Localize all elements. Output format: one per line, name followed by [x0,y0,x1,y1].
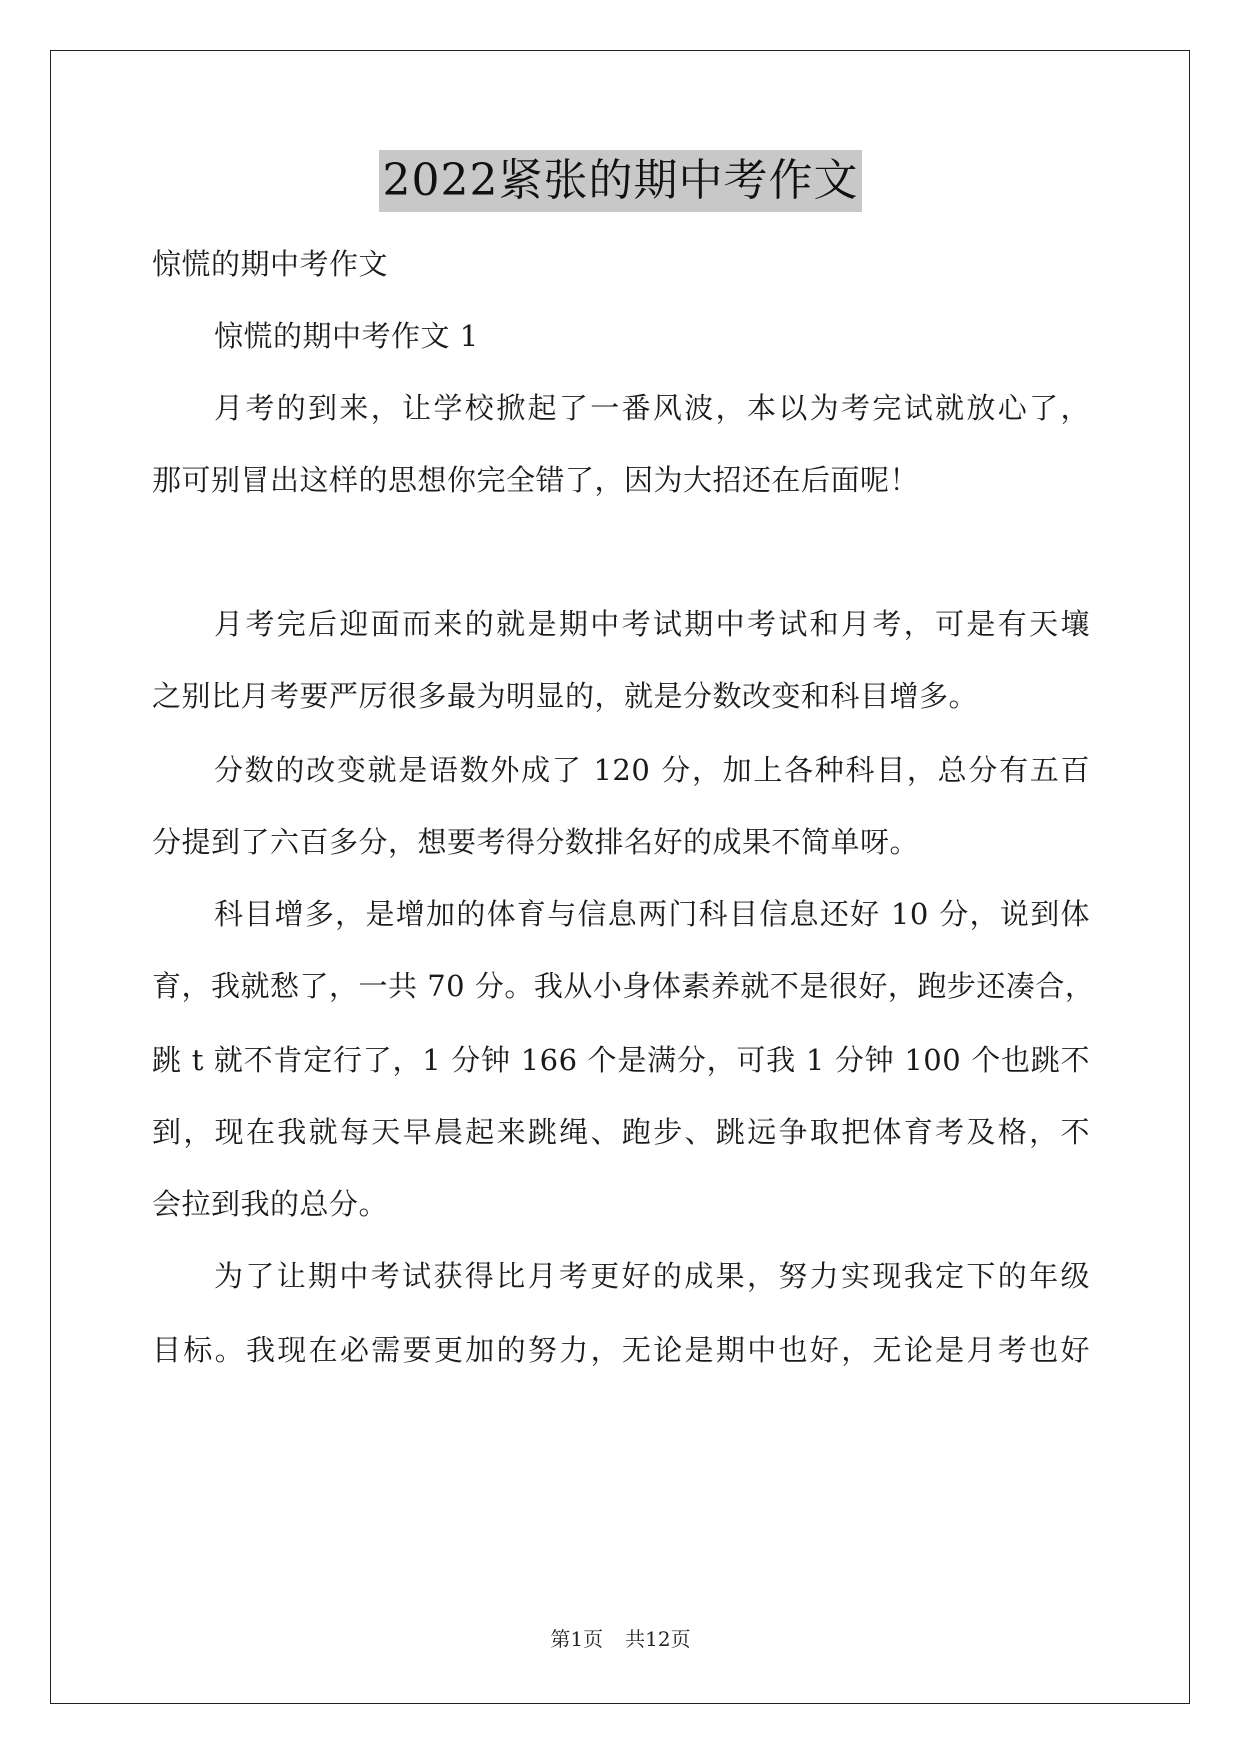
total-pages: 共12页 [625,1627,691,1651]
paragraph-line: 科目增多，是增加的体育与信息两门科目信息还好 10 分，说到体 [214,897,1090,931]
paragraph-line: 月考完后迎面而来的就是期中考试期中考试和月考，可是有天壤 [214,607,1090,641]
paragraph-line: 目标。我现在必需要更加的努力，无论是期中也好，无论是月考也好 [152,1333,1090,1367]
section-heading: 惊慌的期中考作文 1 [214,319,479,353]
paragraph-line: 为了让期中考试获得比月考更好的成果，努力实现我定下的年级 [214,1259,1090,1293]
document-title: 2022紧张的期中考作文 [379,150,863,212]
paragraph-line: 分数的改变就是语数外成了 120 分，加上各种科目，总分有五百 [214,753,1090,787]
page-footer [0,1625,1241,1653]
document-subtitle: 惊慌的期中考作文 [152,247,389,281]
paragraph-line: 到，现在我就每天早晨起来跳绳、跑步、跳远争取把体育考及格，不 [152,1115,1090,1149]
paragraph-line: 分提到了六百多分，想要考得分数排名好的成果不简单呀。 [152,825,920,859]
page-number: 第1页 [550,1627,604,1651]
paragraph-line: 育，我就愁了，一共 70 分。我从小身体素养就不是很好，跑步还凑合， [152,969,1095,1003]
paragraph-line: 跳 t 就不肯定行了，1 分钟 166 个是满分，可我 1 分钟 100 个也跳不 [152,1043,1090,1077]
title-container [0,150,1241,212]
paragraph-line: 会拉到我的总分。 [152,1187,389,1221]
paragraph-line: 月考的到来，让学校掀起了一番风波，本以为考完试就放心了， [214,391,1090,425]
page-border [50,50,1190,1704]
paragraph-line: 那可别冒出这样的思想你完全错了，因为大招还在后面呢！ [152,463,920,497]
paragraph-line: 之别比月考要严厉很多最为明显的，就是分数改变和科目增多。 [152,679,979,713]
